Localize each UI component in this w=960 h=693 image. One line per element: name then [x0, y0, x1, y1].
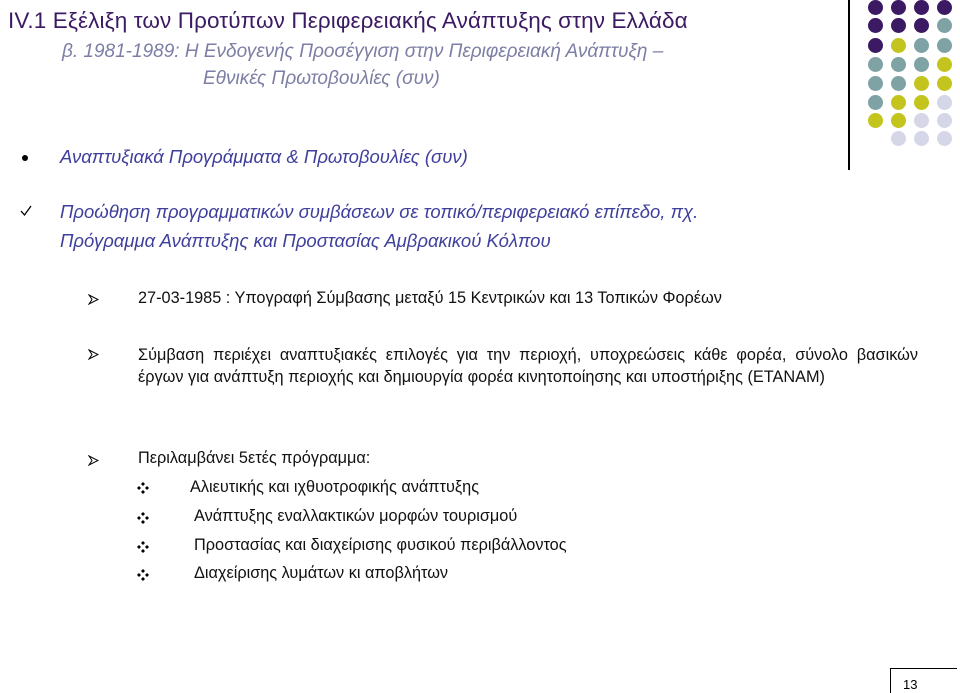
decor-dot	[891, 0, 906, 15]
subpoint-fisheries: Αλιευτικής και ιχθυοτροφικής ανάπτυξης	[190, 478, 480, 496]
checkmark-icon	[20, 205, 32, 217]
arrowhead-icon	[88, 455, 99, 466]
decor-dot	[937, 131, 952, 146]
decor-dot	[891, 131, 906, 146]
decor-dot	[914, 131, 929, 146]
decor-dot	[891, 113, 906, 128]
point-five-year-program: Περιλαμβάνει 5ετές πρόγραμμα:	[138, 449, 371, 467]
decor-dot	[868, 57, 883, 72]
decor-dot	[914, 57, 929, 72]
decor-dot	[937, 95, 952, 110]
four-diamond-icon	[137, 482, 149, 494]
decor-dot	[914, 76, 929, 91]
decor-dot	[937, 57, 952, 72]
decor-dot	[891, 18, 906, 33]
decor-dot	[891, 95, 906, 110]
point-contract-contents: Σύμβαση περιέχει αναπτυξιακές επιλογές για την περιοχή, υποχρεώσεις κάθε φορέα, σύνολο βασικών έργων για ανάπτυξη περιοχής και δημιουργία φορέα κινητοποίησης και υποστήριξης (ΕΤΑΝΑΜ)	[138, 346, 918, 386]
decor-dot	[914, 0, 929, 15]
decor-dot	[914, 18, 929, 33]
decor-dot	[891, 38, 906, 53]
decor-dot	[937, 18, 952, 33]
decor-dot	[868, 113, 883, 128]
subpoint-waste: Διαχείρισης λυμάτων κι αποβλήτων	[194, 564, 449, 582]
section-heading: Αναπτυξιακά Προγράμματα & Πρωτοβουλίες (συν)	[60, 146, 468, 167]
decor-dot	[937, 0, 952, 15]
decor-dot	[937, 38, 952, 53]
decor-dot	[914, 113, 929, 128]
decor-dot	[868, 95, 883, 110]
slide-subtitle-line2: Εθνικές Πρωτοβουλίες (συν)	[203, 68, 440, 89]
decor-dot	[868, 76, 883, 91]
program-name: Πρόγραμμα Ανάπτυξης και Προστασίας Αμβρακικού Κόλπου	[60, 230, 551, 251]
decor-dot	[914, 38, 929, 53]
decor-dot	[891, 76, 906, 91]
decor-dot	[937, 76, 952, 91]
arrowhead-icon	[88, 349, 99, 360]
decor-dot	[914, 95, 929, 110]
decor-dot	[868, 38, 883, 53]
decor-dot	[891, 57, 906, 72]
point-signature-date: 27-03-1985 : Υπογραφή Σύμβασης μεταξύ 15 Κεντρικών και 13 Τοπικών Φορέων	[138, 289, 722, 307]
vertical-divider-line	[848, 0, 850, 170]
page-number: 13	[903, 677, 918, 692]
four-diamond-icon	[137, 512, 149, 524]
decor-dot	[937, 113, 952, 128]
decor-dot	[868, 18, 883, 33]
four-diamond-icon	[137, 541, 149, 553]
bullet-dot-icon	[22, 155, 28, 161]
four-diamond-icon	[137, 569, 149, 581]
slide-title: IV.1 Εξέλιξη των Προτύπων Περιφερειακής Ανάπτυξης στην Ελλάδα	[8, 8, 688, 33]
subpoint-environment: Προστασίας και διαχείρισης φυσικού περιβάλλοντος	[194, 536, 567, 554]
subpoint-tourism: Ανάπτυξης εναλλακτικών μορφών τουρισμού	[194, 507, 518, 525]
check-item-text: Προώθηση προγραμματικών συμβάσεων σε τοπικό/περιφερειακό επίπεδο, πχ.	[60, 201, 699, 222]
slide-subtitle-line1: β. 1981-1989: Η Ενδογενής Προσέγγιση στην Περιφερειακή Ανάπτυξη –	[62, 41, 664, 62]
page-number-frame	[890, 668, 957, 693]
arrowhead-icon	[88, 294, 99, 305]
decor-dot	[868, 0, 883, 15]
